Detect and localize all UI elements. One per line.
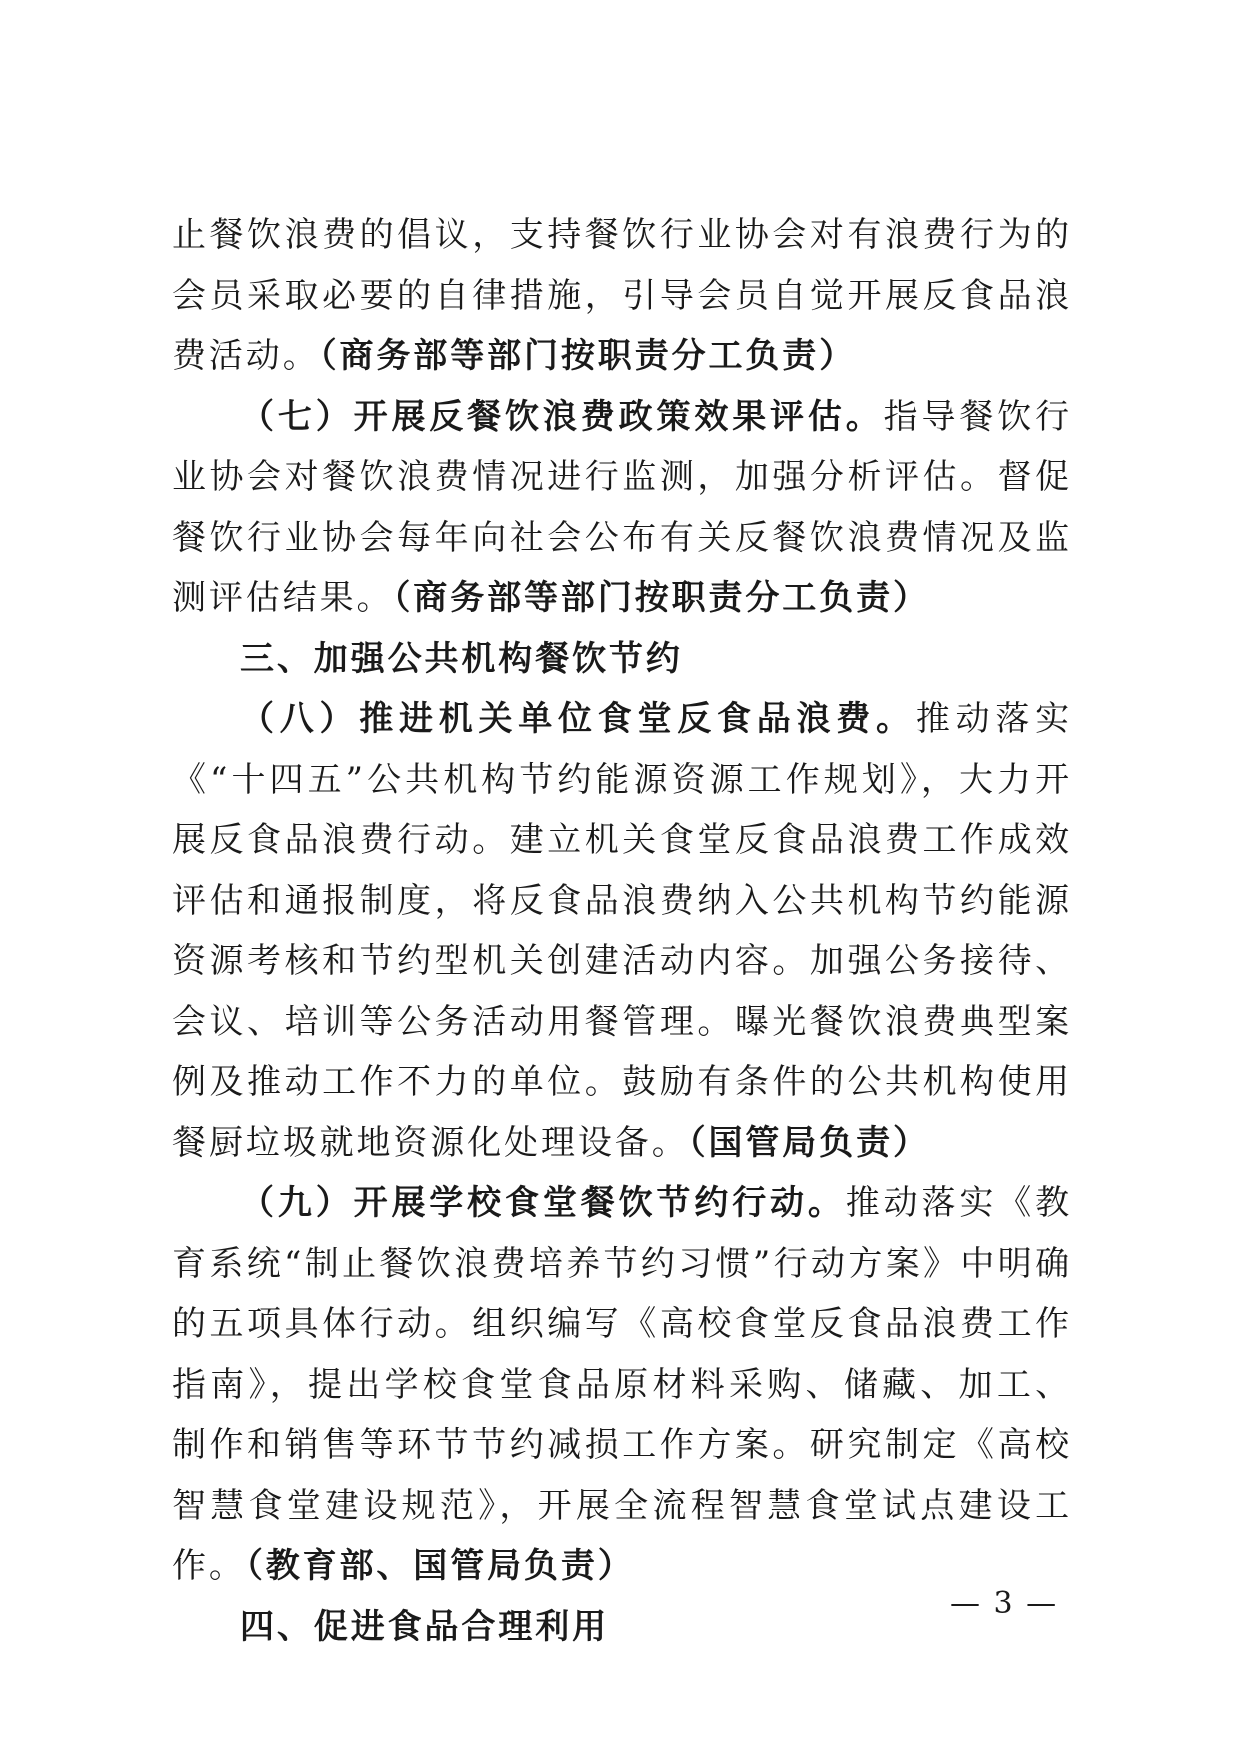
paragraph-body: 推动落实《“十四五”公共机构节约能源资源工作规划》，大力开展反食品浪费行动。建立机关食堂反食品浪费工作成效评估和通报制度，将反食品浪费纳入公共机构节约能源资源考核和节约型机关创建活动内容。加强公务接待、会议、培训等公务活动用餐管理。曝光餐饮浪费典型案例及推动工作不力的单位。鼓励有条件的公共机构使用餐厨垃圾就地资源化处理设备。	[172, 699, 1072, 1163]
responsibility-note: （商务部等部门按职责分工负责）	[393, 578, 930, 618]
document-body	[172, 205, 1072, 1657]
item-heading: （七）开展反餐饮浪费政策效果评估。	[240, 396, 884, 437]
responsibility-note: （国管局负责）	[688, 1122, 930, 1163]
section-heading-4: 四、促进食品合理利用	[240, 1606, 609, 1647]
responsibility-note: （教育部、国管局负责）	[245, 1546, 635, 1586]
paragraph-body: 推动落实《教育系统“制止餐饮浪费培养节约习惯”行动方案》中明确的五项具体行动。组织编写《高校食堂反食品浪费工作指南》，提出学校食堂食品原材料采购、储藏、加工、制作和销售等环节节约减损工作方案。研究制定《高校智慧食堂建设规范》，开展全流程智慧食堂试点建设工作。	[172, 1183, 1072, 1586]
paragraph-body: 止餐饮浪费的倡议，支持餐饮行业协会对有浪费行为的会员采取必要的自律措施，引导会员自觉开展反食品浪费活动。	[172, 215, 1072, 376]
paragraph-continuation	[172, 205, 1072, 387]
paragraph-item-9	[172, 1173, 1072, 1597]
paragraph-item-8	[172, 689, 1072, 1173]
item-heading: （九）开展学校食堂餐饮节约行动。	[240, 1183, 846, 1223]
paragraph-body: 指导餐饮行业协会对餐饮浪费情况进行监测，加强分析评估。督促餐饮行业协会每年向社会公布有关反餐饮浪费情况及监测评估结果。	[172, 396, 1073, 618]
responsibility-note: （商务部等部门按职责分工负责）	[319, 336, 857, 376]
page-number: — 3 —	[950, 1586, 1059, 1621]
section-heading-3: 三、加强公共机构餐饮节约	[240, 638, 683, 679]
item-heading: （八）推进机关单位食堂反食品浪费。	[240, 699, 916, 739]
paragraph-item-7	[172, 387, 1072, 629]
